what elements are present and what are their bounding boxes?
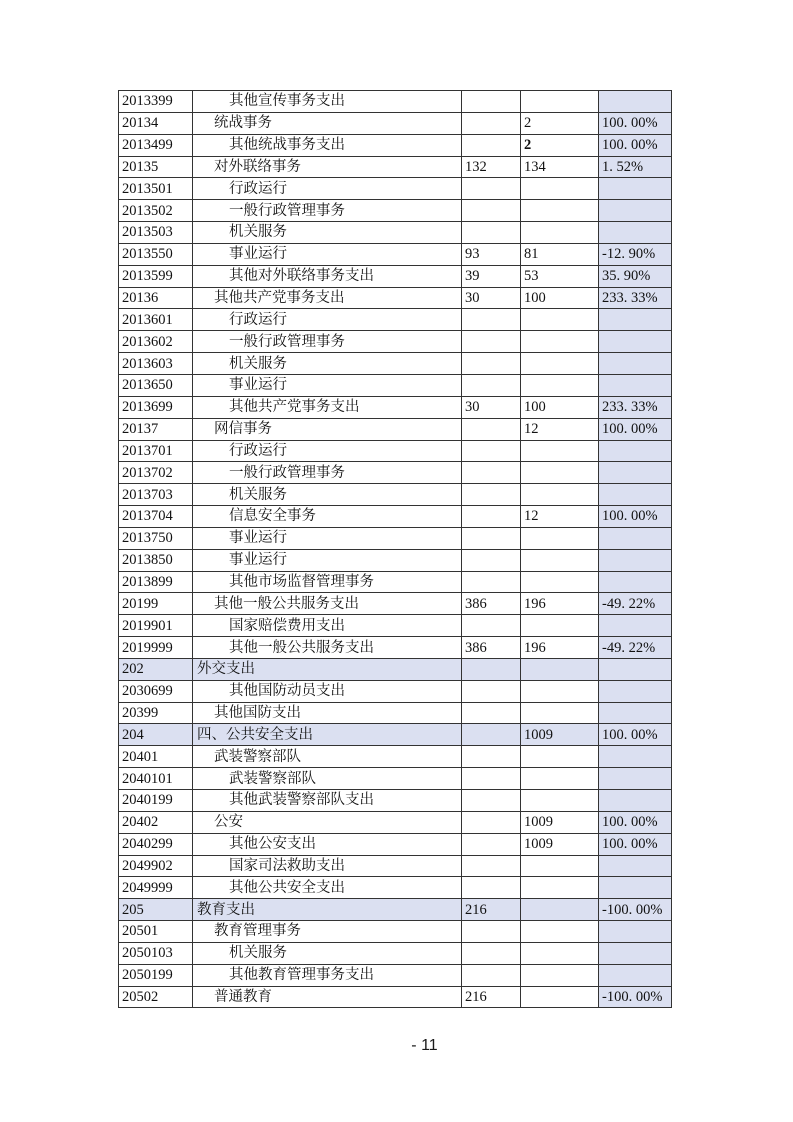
curr-value-cell (521, 549, 599, 571)
curr-value-cell (521, 331, 599, 353)
prev-value-cell (462, 353, 521, 375)
prev-value-cell (462, 222, 521, 244)
curr-value-cell: 1009 (521, 724, 599, 746)
prev-value-cell: 132 (462, 156, 521, 178)
prev-value-cell (462, 964, 521, 986)
table-row (119, 768, 672, 790)
table-row (119, 287, 672, 309)
prev-value-cell (462, 702, 521, 724)
item-name-cell: 四、公共安全支出 (193, 724, 462, 746)
table-row (119, 484, 672, 506)
prev-value-cell: 39 (462, 265, 521, 287)
item-name-cell: 其他教育管理事务支出 (193, 964, 462, 986)
item-name-cell: 其他共产党事务支出 (193, 287, 462, 309)
change-percent-cell (599, 702, 672, 724)
budget-code-cell: 2013502 (119, 200, 193, 222)
curr-value-cell (521, 790, 599, 812)
curr-value-cell (521, 702, 599, 724)
item-name-cell: 行政运行 (193, 440, 462, 462)
item-name-cell: 统战事务 (193, 112, 462, 134)
change-percent-cell (599, 877, 672, 899)
prev-value-cell: 216 (462, 986, 521, 1008)
change-percent-cell (599, 790, 672, 812)
curr-value-cell: 100 (521, 396, 599, 418)
curr-value-cell (521, 964, 599, 986)
change-percent-cell: -12. 90% (599, 243, 672, 265)
change-percent-cell (599, 615, 672, 637)
item-name-cell: 其他公共安全支出 (193, 877, 462, 899)
curr-value-cell: 196 (521, 637, 599, 659)
budget-code-cell: 202 (119, 658, 193, 680)
change-percent-cell (599, 527, 672, 549)
prev-value-cell: 386 (462, 593, 521, 615)
curr-value-cell (521, 374, 599, 396)
item-name-cell: 机关服务 (193, 353, 462, 375)
prev-value-cell: 93 (462, 243, 521, 265)
curr-value-cell (521, 309, 599, 331)
budget-code-cell: 20199 (119, 593, 193, 615)
item-name-cell: 教育管理事务 (193, 921, 462, 943)
curr-value-cell (521, 658, 599, 680)
budget-code-cell: 2013601 (119, 309, 193, 331)
table-row (119, 942, 672, 964)
prev-value-cell (462, 178, 521, 200)
curr-value-cell (521, 855, 599, 877)
budget-code-cell: 2049999 (119, 877, 193, 899)
item-name-cell: 机关服务 (193, 484, 462, 506)
budget-code-cell: 2013602 (119, 331, 193, 353)
change-percent-cell (599, 331, 672, 353)
curr-value-cell: 2 (521, 134, 599, 156)
table-row (119, 222, 672, 244)
table-row (119, 658, 672, 680)
prev-value-cell: 30 (462, 287, 521, 309)
table-row (119, 637, 672, 659)
prev-value-cell (462, 462, 521, 484)
item-name-cell: 其他共产党事务支出 (193, 396, 462, 418)
item-name-cell: 事业运行 (193, 549, 462, 571)
prev-value-cell (462, 571, 521, 593)
item-name-cell: 其他公安支出 (193, 833, 462, 855)
item-name-cell: 信息安全事务 (193, 506, 462, 528)
change-percent-cell: -49. 22% (599, 637, 672, 659)
item-name-cell: 对外联络事务 (193, 156, 462, 178)
prev-value-cell (462, 374, 521, 396)
change-percent-cell: 100. 00% (599, 724, 672, 746)
prev-value-cell (462, 724, 521, 746)
curr-value-cell: 196 (521, 593, 599, 615)
change-percent-cell (599, 178, 672, 200)
item-name-cell: 其他宣传事务支出 (193, 91, 462, 113)
item-name-cell: 公安 (193, 811, 462, 833)
curr-value-cell (521, 986, 599, 1008)
table-row (119, 986, 672, 1008)
change-percent-cell: 100. 00% (599, 112, 672, 134)
prev-value-cell (462, 309, 521, 331)
table-row (119, 243, 672, 265)
item-name-cell: 其他市场监督管理事务 (193, 571, 462, 593)
budget-code-cell: 20399 (119, 702, 193, 724)
budget-code-cell: 20135 (119, 156, 193, 178)
prev-value-cell (462, 91, 521, 113)
budget-code-cell: 20136 (119, 287, 193, 309)
item-name-cell: 机关服务 (193, 942, 462, 964)
curr-value-cell (521, 615, 599, 637)
item-name-cell: 其他国防动员支出 (193, 680, 462, 702)
prev-value-cell (462, 506, 521, 528)
curr-value-cell: 134 (521, 156, 599, 178)
change-percent-cell: 233. 33% (599, 287, 672, 309)
curr-value-cell (521, 178, 599, 200)
budget-code-cell: 2013603 (119, 353, 193, 375)
curr-value-cell (521, 942, 599, 964)
prev-value-cell (462, 200, 521, 222)
item-name-cell: 武装警察部队 (193, 746, 462, 768)
table-row (119, 156, 672, 178)
curr-value-cell (521, 200, 599, 222)
change-percent-cell: 100. 00% (599, 134, 672, 156)
budget-code-cell: 2019999 (119, 637, 193, 659)
curr-value-cell: 81 (521, 243, 599, 265)
prev-value-cell (462, 549, 521, 571)
table-row (119, 877, 672, 899)
prev-value-cell (462, 833, 521, 855)
budget-code-cell: 205 (119, 899, 193, 921)
budget-code-cell: 2050199 (119, 964, 193, 986)
curr-value-cell (521, 353, 599, 375)
page-footer (0, 1036, 793, 1056)
curr-value-cell (521, 571, 599, 593)
change-percent-cell: 233. 33% (599, 396, 672, 418)
prev-value-cell (462, 331, 521, 353)
budget-code-cell: 20502 (119, 986, 193, 1008)
budget-code-cell: 20401 (119, 746, 193, 768)
prev-value-cell (462, 527, 521, 549)
table-row (119, 353, 672, 375)
item-name-cell: 国家赔偿费用支出 (193, 615, 462, 637)
budget-code-cell: 2050103 (119, 942, 193, 964)
table-row (119, 440, 672, 462)
change-percent-cell: 100. 00% (599, 811, 672, 833)
table-row (119, 921, 672, 943)
item-name-cell: 事业运行 (193, 243, 462, 265)
table-row (119, 396, 672, 418)
change-percent-cell (599, 484, 672, 506)
budget-code-cell: 20402 (119, 811, 193, 833)
budget-code-cell: 2013399 (119, 91, 193, 113)
change-percent-cell: -100. 00% (599, 986, 672, 1008)
change-percent-cell (599, 768, 672, 790)
table-row (119, 724, 672, 746)
table-row (119, 680, 672, 702)
item-name-cell: 机关服务 (193, 222, 462, 244)
table-row (119, 527, 672, 549)
table-row (119, 593, 672, 615)
prev-value-cell (462, 134, 521, 156)
curr-value-cell (521, 527, 599, 549)
table-row (119, 964, 672, 986)
budget-code-cell: 20134 (119, 112, 193, 134)
budget-code-cell: 2013750 (119, 527, 193, 549)
change-percent-cell: -49. 22% (599, 593, 672, 615)
item-name-cell: 其他国防支出 (193, 702, 462, 724)
change-percent-cell: 100. 00% (599, 833, 672, 855)
item-name-cell: 事业运行 (193, 527, 462, 549)
budget-code-cell: 2019901 (119, 615, 193, 637)
change-percent-cell (599, 921, 672, 943)
budget-code-cell: 2013699 (119, 396, 193, 418)
prev-value-cell: 216 (462, 899, 521, 921)
curr-value-cell (521, 877, 599, 899)
item-name-cell: 行政运行 (193, 178, 462, 200)
item-name-cell: 一般行政管理事务 (193, 462, 462, 484)
prev-value-cell (462, 811, 521, 833)
curr-value-cell (521, 746, 599, 768)
budget-code-cell: 2040199 (119, 790, 193, 812)
budget-code-cell: 2013704 (119, 506, 193, 528)
curr-value-cell: 1009 (521, 833, 599, 855)
table-row (119, 418, 672, 440)
item-name-cell: 一般行政管理事务 (193, 331, 462, 353)
table-row (119, 746, 672, 768)
item-name-cell: 国家司法救助支出 (193, 855, 462, 877)
table-row (119, 549, 672, 571)
prev-value-cell (462, 440, 521, 462)
item-name-cell: 事业运行 (193, 374, 462, 396)
change-percent-cell: 1. 52% (599, 156, 672, 178)
item-name-cell: 其他武装警察部队支出 (193, 790, 462, 812)
item-name-cell: 行政运行 (193, 309, 462, 331)
curr-value-cell (521, 768, 599, 790)
change-percent-cell: -100. 00% (599, 899, 672, 921)
budget-code-cell: 2049902 (119, 855, 193, 877)
budget-code-cell: 2013501 (119, 178, 193, 200)
table-row (119, 309, 672, 331)
prev-value-cell (462, 484, 521, 506)
curr-value-cell (521, 680, 599, 702)
item-name-cell: 教育支出 (193, 899, 462, 921)
table-row (119, 615, 672, 637)
change-percent-cell (599, 309, 672, 331)
prev-value-cell (462, 680, 521, 702)
curr-value-cell (521, 91, 599, 113)
item-name-cell: 武装警察部队 (193, 768, 462, 790)
table-row (119, 506, 672, 528)
prev-value-cell (462, 615, 521, 637)
budget-code-cell: 20501 (119, 921, 193, 943)
budget-code-cell: 2013599 (119, 265, 193, 287)
prev-value-cell (462, 768, 521, 790)
budget-expenditure-table (118, 90, 672, 1008)
prev-value-cell (462, 921, 521, 943)
prev-value-cell (462, 790, 521, 812)
curr-value-cell (521, 462, 599, 484)
table-row (119, 91, 672, 113)
budget-code-cell: 2030699 (119, 680, 193, 702)
change-percent-cell (599, 680, 672, 702)
change-percent-cell (599, 353, 672, 375)
table-row (119, 374, 672, 396)
change-percent-cell: 100. 00% (599, 506, 672, 528)
table-row (119, 265, 672, 287)
prev-value-cell (462, 418, 521, 440)
item-name-cell: 其他对外联络事务支出 (193, 265, 462, 287)
item-name-cell: 外交支出 (193, 658, 462, 680)
table-row (119, 331, 672, 353)
table-row (119, 178, 672, 200)
table-row (119, 134, 672, 156)
change-percent-cell (599, 200, 672, 222)
curr-value-cell (521, 484, 599, 506)
change-percent-cell (599, 942, 672, 964)
curr-value-cell: 53 (521, 265, 599, 287)
budget-code-cell: 20137 (119, 418, 193, 440)
curr-value-cell: 2 (521, 112, 599, 134)
table-row (119, 833, 672, 855)
table-row (119, 200, 672, 222)
item-name-cell: 其他一般公共服务支出 (193, 637, 462, 659)
change-percent-cell (599, 549, 672, 571)
change-percent-cell (599, 462, 672, 484)
change-percent-cell (599, 222, 672, 244)
change-percent-cell (599, 374, 672, 396)
prev-value-cell: 386 (462, 637, 521, 659)
budget-code-cell: 2013899 (119, 571, 193, 593)
table-row (119, 571, 672, 593)
item-name-cell: 普通教育 (193, 986, 462, 1008)
table-row (119, 811, 672, 833)
budget-code-cell: 2013550 (119, 243, 193, 265)
curr-value-cell (521, 222, 599, 244)
prev-value-cell (462, 658, 521, 680)
item-name-cell: 其他一般公共服务支出 (193, 593, 462, 615)
prev-value-cell (462, 855, 521, 877)
item-name-cell: 网信事务 (193, 418, 462, 440)
budget-code-cell: 2013499 (119, 134, 193, 156)
budget-code-cell: 2040299 (119, 833, 193, 855)
table-row (119, 702, 672, 724)
change-percent-cell: 100. 00% (599, 418, 672, 440)
budget-code-cell: 2013650 (119, 374, 193, 396)
table-row (119, 462, 672, 484)
budget-code-cell: 2040101 (119, 768, 193, 790)
table-row (119, 899, 672, 921)
curr-value-cell: 12 (521, 506, 599, 528)
budget-code-cell: 2013703 (119, 484, 193, 506)
curr-value-cell: 1009 (521, 811, 599, 833)
prev-value-cell (462, 942, 521, 964)
curr-value-cell: 100 (521, 287, 599, 309)
curr-value-cell (521, 921, 599, 943)
item-name-cell: 一般行政管理事务 (193, 200, 462, 222)
change-percent-cell (599, 91, 672, 113)
page-number: - 11 (411, 1037, 438, 1054)
prev-value-cell (462, 746, 521, 768)
budget-code-cell: 2013702 (119, 462, 193, 484)
budget-code-cell: 2013850 (119, 549, 193, 571)
prev-value-cell (462, 112, 521, 134)
change-percent-cell (599, 440, 672, 462)
budget-code-cell: 2013503 (119, 222, 193, 244)
budget-table-body (119, 91, 672, 1008)
change-percent-cell (599, 855, 672, 877)
curr-value-cell: 12 (521, 418, 599, 440)
table-row (119, 855, 672, 877)
table-row (119, 790, 672, 812)
curr-value-cell (521, 899, 599, 921)
curr-value-cell (521, 440, 599, 462)
change-percent-cell (599, 571, 672, 593)
change-percent-cell (599, 658, 672, 680)
prev-value-cell: 30 (462, 396, 521, 418)
budget-code-cell: 204 (119, 724, 193, 746)
change-percent-cell: 35. 90% (599, 265, 672, 287)
budget-code-cell: 2013701 (119, 440, 193, 462)
prev-value-cell (462, 877, 521, 899)
change-percent-cell (599, 964, 672, 986)
item-name-cell: 其他统战事务支出 (193, 134, 462, 156)
table-row (119, 112, 672, 134)
change-percent-cell (599, 746, 672, 768)
